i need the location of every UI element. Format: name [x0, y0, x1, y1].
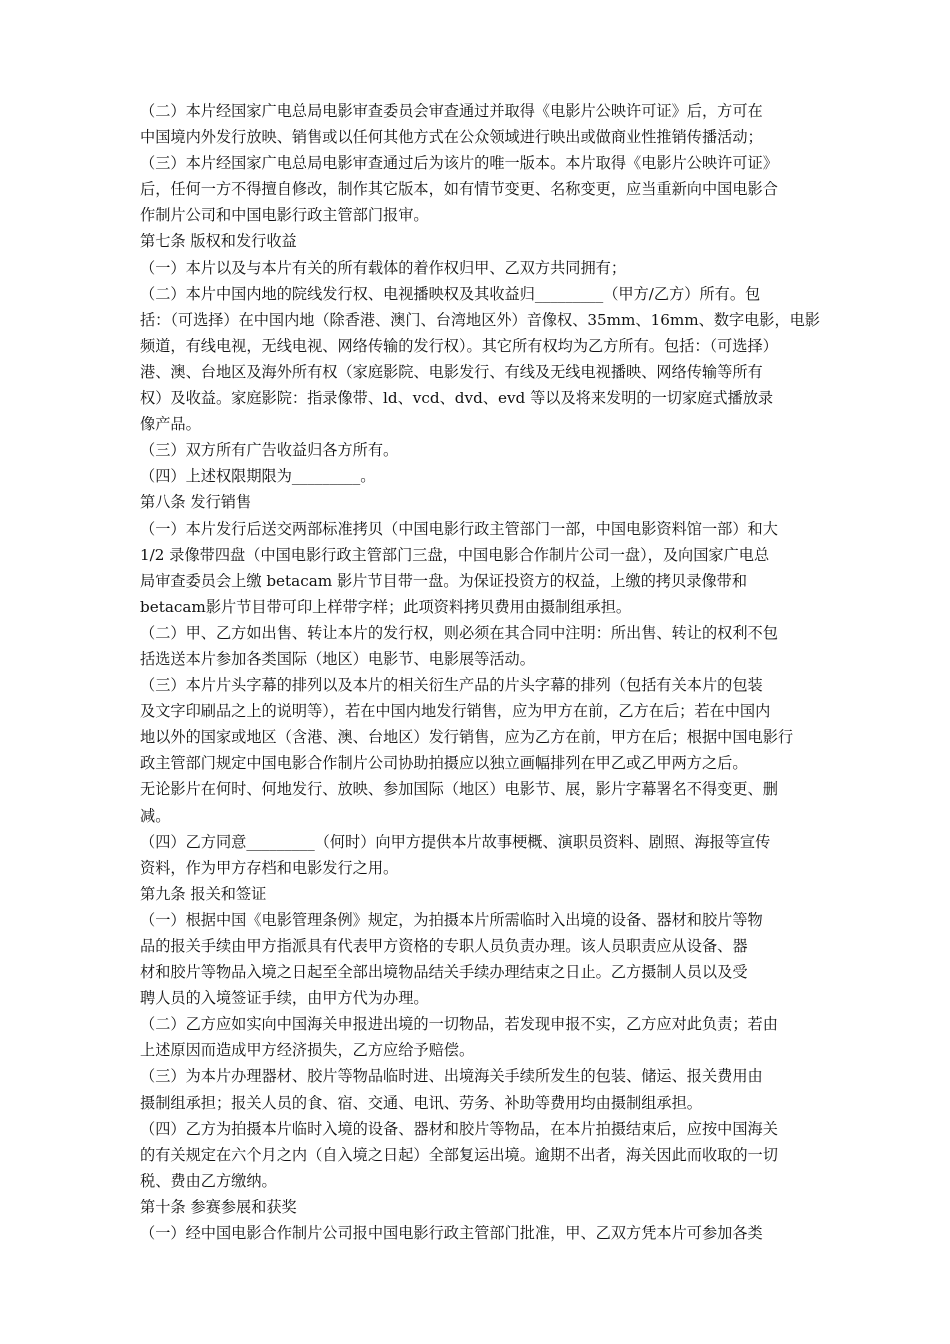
text-line: （一）本片以及与本片有关的所有载体的着作权归甲、乙双方共同拥有； — [140, 258, 626, 277]
text-line: 的有关规定在六个月之内（自入境之日起）全部复运出境。逾期不出者，海关因此而收取的一切 — [140, 1145, 778, 1164]
text-line: （四）乙方为拍摄本片临时入境的设备、器材和胶片等物品，在本片拍摄结束后，应按中国海关 — [140, 1119, 778, 1138]
text-line: （四）乙方同意_________（何时）向甲方提供本片故事梗概、演职员资料、剧照、海报等宣传 — [140, 832, 771, 851]
text-line: 括：（可选择）在中国内地（除香港、澳门、台湾地区外）音像权、35mm、16mm、数字电影，电影 — [140, 310, 820, 329]
article-heading: 第十条 参赛参展和获奖 — [140, 1197, 297, 1216]
text-line: 及文字印刷品之上的说明等），若在中国内地发行销售，应为甲方在前，乙方在后；若在中国内 — [140, 702, 771, 721]
text-line: 品的报关手续由甲方指派具有代表甲方资格的专职人员负责办理。该人员职责应从设备、器 — [140, 937, 748, 955]
text-line: （一）经中国电影合作制片公司报中国电影行政主管部门批准，甲、乙双方凭本片可参加各类 — [140, 1224, 763, 1243]
text-line: （二）甲、乙方如出售、转让本片的发行权，则必须在其合同中注明：所出售、转让的权利不包 — [140, 623, 778, 642]
text-line: betacam影片节目带可印上样带字样；此项资料拷贝费用由摄制组承担。 — [140, 597, 632, 616]
article-heading: 第九条 报关和签证 — [140, 884, 267, 903]
document-body — [140, 98, 820, 1246]
text-line: 中国境内外发行放映、销售或以任何其他方式在公众领域进行映出或做商业性推销传播活动； — [140, 128, 763, 147]
text-line: 权）及收益。家庭影院：指录像带、ld、vcd、dvd、evd 等以及将来发明的一切家庭式播放录 — [140, 389, 774, 408]
article-heading: 第七条 版权和发行收益 — [140, 232, 297, 251]
text-line: 聘人员的入境签证手续，由甲方代为办理。 — [140, 989, 429, 1008]
text-line: 政主管部门规定中国电影合作制片公司协助拍摄应以独立画幅排列在甲乙或乙甲两方之后。 — [140, 754, 748, 773]
text-line: （一）本片发行后送交两部标准拷贝（中国电影行政主管部门一部，中国电影资料馆一部）和大 — [140, 519, 778, 538]
text-line: 资料，作为甲方存档和电影发行之用。 — [140, 858, 399, 877]
text-line: 局审查委员会上缴 betacam 影片节目带一盘。为保证投资方的权益，上缴的拷贝录像带和 — [140, 571, 748, 590]
text-line: （三）本片片头字幕的排列以及本片的相关衍生产品的片头字幕的排列（包括有关本片的包装 — [140, 676, 763, 695]
text-line: 像产品。 — [140, 415, 201, 434]
text-line: 1/2 录像带四盘（中国电影行政主管部门三盘，中国电影合作制片公司一盘），及向国家广电总 — [140, 545, 770, 564]
text-line: （二）乙方应如实向中国海关申报进出境的一切物品，若发现申报不实，乙方应对此负责；若由 — [140, 1015, 778, 1034]
text-line: （三）为本片办理器材、胶片等物品临时进、出境海关手续所发生的包装、储运、报关费用由 — [140, 1067, 763, 1086]
text-line: 税、费由乙方缴纳。 — [140, 1171, 277, 1190]
text-line: 地以外的国家或地区（含港、澳、台地区）发行销售，应为乙方在前，甲方在后；根据中国电影行 — [140, 728, 794, 747]
text-line: 后，任何一方不得擅自修改，制作其它版本，如有情节变更、名称变更，应当重新向中国电影合 — [140, 180, 778, 199]
text-line: 作制片公司和中国电影行政主管部门报审。 — [140, 206, 429, 225]
article-heading: 第八条 发行销售 — [140, 493, 252, 512]
text-line: （二）本片中国内地的院线发行权、电视播映权及其收益归_________（甲方/乙方）所有。包 — [140, 284, 761, 303]
text-line: 材和胶片等物品入境之日起至全部出境物品结关手续办理结束之日止。乙方摄制人员以及受 — [140, 963, 748, 982]
text-line: （三）本片经国家广电总局电影审查通过后为该片的唯一版本。本片取得《电影片公映许可证》 — [140, 154, 778, 173]
text-line: 减。 — [140, 806, 171, 825]
text-line: 频道，有线电视，无线电视、网络传输的发行权）。其它所有权均为乙方所有。包括：（可选择） — [140, 336, 778, 355]
text-line: （一）根据中国《电影管理条例》规定，为拍摄本片所需临时入出境的设备、器材和胶片等物 — [140, 910, 763, 929]
text-line: 摄制组承担；报关人员的食、宿、交通、电讯、劳务、补助等费用均由摄制组承担。 — [140, 1093, 702, 1112]
text-line: 上述原因而造成甲方经济损失，乙方应给予赔偿。 — [140, 1041, 475, 1060]
text-line: （三）双方所有广告收益归各方所有。 — [140, 441, 399, 460]
text-line: （四）上述权限期限为_________。 — [140, 467, 376, 486]
text-line: 括选送本片参加各类国际（地区）电影节、电影展等活动。 — [140, 649, 535, 668]
text-line: （二）本片经国家广电总局电影审查委员会审查通过并取得《电影片公映许可证》后，方可在 — [140, 102, 763, 120]
text-line: 无论影片在何时、何地发行、放映、参加国际（地区）电影节、展，影片字幕署名不得变更、删 — [140, 780, 778, 799]
text-line: 港、澳、台地区及海外所有权（家庭影院、电影发行、有线及无线电视播映、网络传输等所有 — [140, 362, 763, 381]
